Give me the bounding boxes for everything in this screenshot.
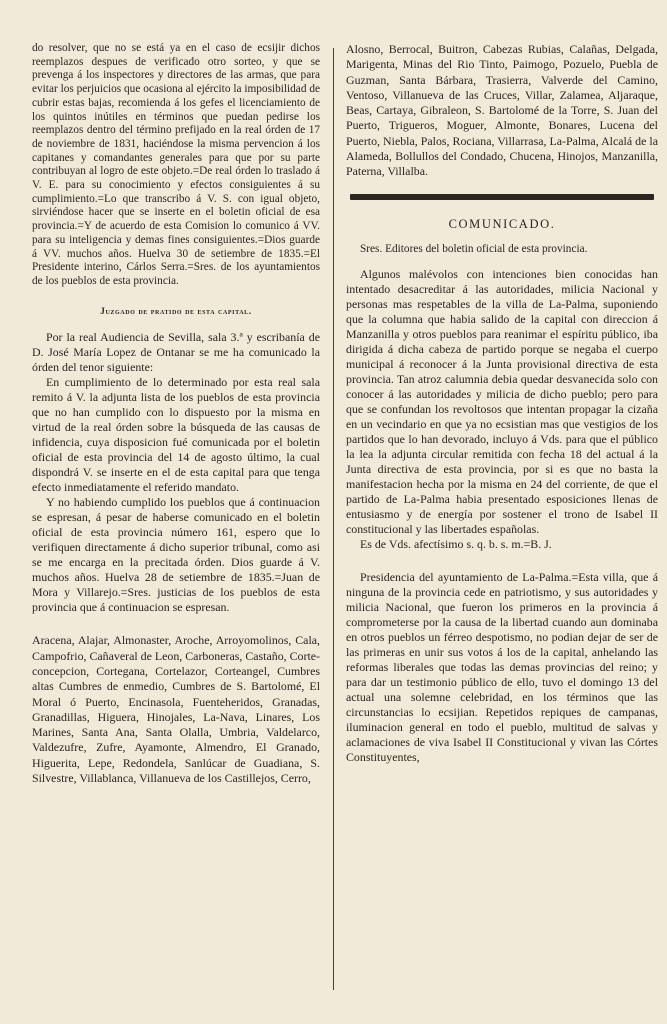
royal-order-text: do resolver, que no se está ya en el caso de ecsijir dichos reemplazos despues de verificado otro sorteo, y que se prevenga á los inspectores y directores de las armas, que para evitar los perjuicios que ocasiona al ejército la imposibilidad de cubrir estas bajas, recomienda á los gefes el licenciamiento de los quintos inútiles en términos que puedan pedirse los reemplazos dentro del término prefijado en la real órden de 17 de noviembre de 1831, haciéndose la misma pervencion á los capitanes y comandantes generales para que por su parte contribuyan al logro de este objeto.=De real órden lo traslado á V. E. para su conocimiento y efectos consiguientes á su cumplimiento.=Lo que transcribo á V. S. con igual objeto, sirviéndose hacer que se inserte en el boletin oficial de esa provincia.=Y de acuerdo de esta Comision lo comunico á VV. para su inteligencia y demas fines consiguientes.=Dios guarde á VV. muchos años. Huelva 30 de setiembre de 1835.=El Presidente interino, Cárlos Serra.=Sres. de los ayuntamientos de los pueblos de esta provincia. <box>32 42 320 287</box>
audiencia-paragraph: Por la real Audiencia de Sevilla, sala 3.ª y escribanía de D. José María Lopez de Ontanar se me ha comunicado la órden del tenor siguiente: <box>32 330 320 375</box>
court-heading: Juzgado de pratido de esta capital. <box>100 305 252 316</box>
comunicado-title: COMUNICADO. <box>448 216 556 231</box>
section-rule <box>350 194 654 200</box>
notice-paragraph: Y no habiendo cumplido los pueblos que á continuacion se espresan, á pesar de haberse comunicado en el boletin oficial de esta provincia número 161, espero que lo verifiquen directamente á dicho superior tribunal, como asi se me encarga en la precitada órden. Dios guarde á V. muchos años. Huelva 28 de setiembre de 1835.=Juan de Mora y Villarejo.=Sres. justicias de los pueblos de esta provincia que á continuacion se espresan. <box>32 495 320 615</box>
remittance-paragraph: En cumplimiento de lo determinado por esta real sala remito á V. la adjunta lista de los pueblos de esta provincia que no han cumplido con lo dispuesto por la misma en virtud de la real órden sobre la búsqueda de las causas de infidencia, cuya disposicion fué comunicada por el boletin oficial de esta provincia del 14 de agosto último, la cual dispondrá V. se inserte en el de esta capital para que tenga efecto inmediatamente el referido mandato. <box>32 375 320 495</box>
letter-body: Algunos malévolos con intenciones bien conocidas han intentado desacreditar á las autoridades, milicia Nacional y personas mas respetables de la villa de La-Palma, suponiendo que la columna que habia salido de la capital con direccion á Manzanilla y otros pueblos para reanimar el espíritu público, iba dirigida á dicha cabeza de partido porque se negaba el cuerpo municipal á reconocer á la Junta provisional directiva de esta provincia. Tan atroz calumnia debia quedar desvanecida solo con conocer á las autoridades y milicia de dicho pueblo; pero para que se confundan los revoltosos que intentan propagar la cizaña en un vecindario en que ya no ecsistian mas que vestigios de los partidos que lo han devorado, incluyo á Vds. para que el público la lea la adjunta circular remitida con fecha 18 del actual á la Junta directiva de esta provincia, por si es que no basta la manifestacion hecha por la misma en 24 del corriente, de que el partido de La-Palma habia presentado esposiciones llenas de entusiasmo y de energía por sostener el trono de Isabel II constitucional y las libertades españolas. <box>346 267 658 537</box>
left-column <box>32 42 320 786</box>
letter-closing: Es de Vds. afectísimo s. q. b. s. m.=B. J. <box>360 537 552 552</box>
town-list-part2: Alosno, Berrocal, Buitron, Cabezas Rubias, Calañas, Delgada, Marigenta, Minas del Rio Tinto, Paimogo, Pozuelo, Puebla de Guzman, Santa Bárbara, Trasierra, Valverde del Camino, Ventoso, Villanueva de las Cruces, Villar, Zalamea, Aljaraque, Beas, Cartaya, Gibraleon, S. Bartolomé de la Torre, S. Juan del Puerto, Trigueros, Moguer, Almonte, Bonares, Lucena del Puerto, Niebla, Palos, Rociana, Villarrasa, La-Palma, Alcalá de la Alameda, Bollullos del Condado, Chucena, Hinojos, Manzanilla, Paterna, Villalba. <box>346 42 658 179</box>
column-divider <box>333 48 334 990</box>
town-list-part1: Aracena, Alajar, Almonaster, Aroche, Arroyomolinos, Cala, Campofrio, Cañaveral de Leon, Carboneras, Castaño, Corte-concepcion, Cortegana, Cortelazor, Corteangel, Cumbres altas Cumbres de enmedio, Cumbres de S. Bartolomé, El Moral ó Puerto, Encinasola, Fuenteheridos, Granadas, Granadillas, Higuera, Hinojales, La-Nava, Linares, Los Marines, Santa Ana, Santa Olalla, Umbria, Valdelarco, Valdezufre, Zufre, Ayamonte, Almendro, El Granado, Higuerita, Lepe, Redondela, Sanlúcar de Guadiana, S. Silvestre, Villablanca, Villanueva de los Castillejos, Cerro, <box>32 633 320 786</box>
salutation: Sres. Editores del boletin oficial de esta provincia. <box>360 243 588 256</box>
right-column <box>346 42 658 765</box>
ayuntamiento-paragraph: Presidencia del ayuntamiento de La-Palma.=Esta villa, que á ninguna de la provincia cede en patriotismo, y sus autoridades y milicia Nacional, que fueron los primeros en la provincia á comprometerse por la causa de la libertad cuando aun dominaba en otros pueblos un férreo despotismo, no podian dejar de ser de las primeras en unir sus votos á los de la capital, anhelando las reformas liberales que todas las demas provincias del reino; y para dar un testimonio público de ello, tuvo el domingo 13 del actual una solemne celebridad, en los términos que las circunstancias lo ecsijian. Repetidos repiques de campanas, iluminacion general en todo el pueblo, multitud de salvas y aclamaciones de viva Isabel II Constitucional y vivan las Córtes Constituyentes, <box>346 570 658 765</box>
